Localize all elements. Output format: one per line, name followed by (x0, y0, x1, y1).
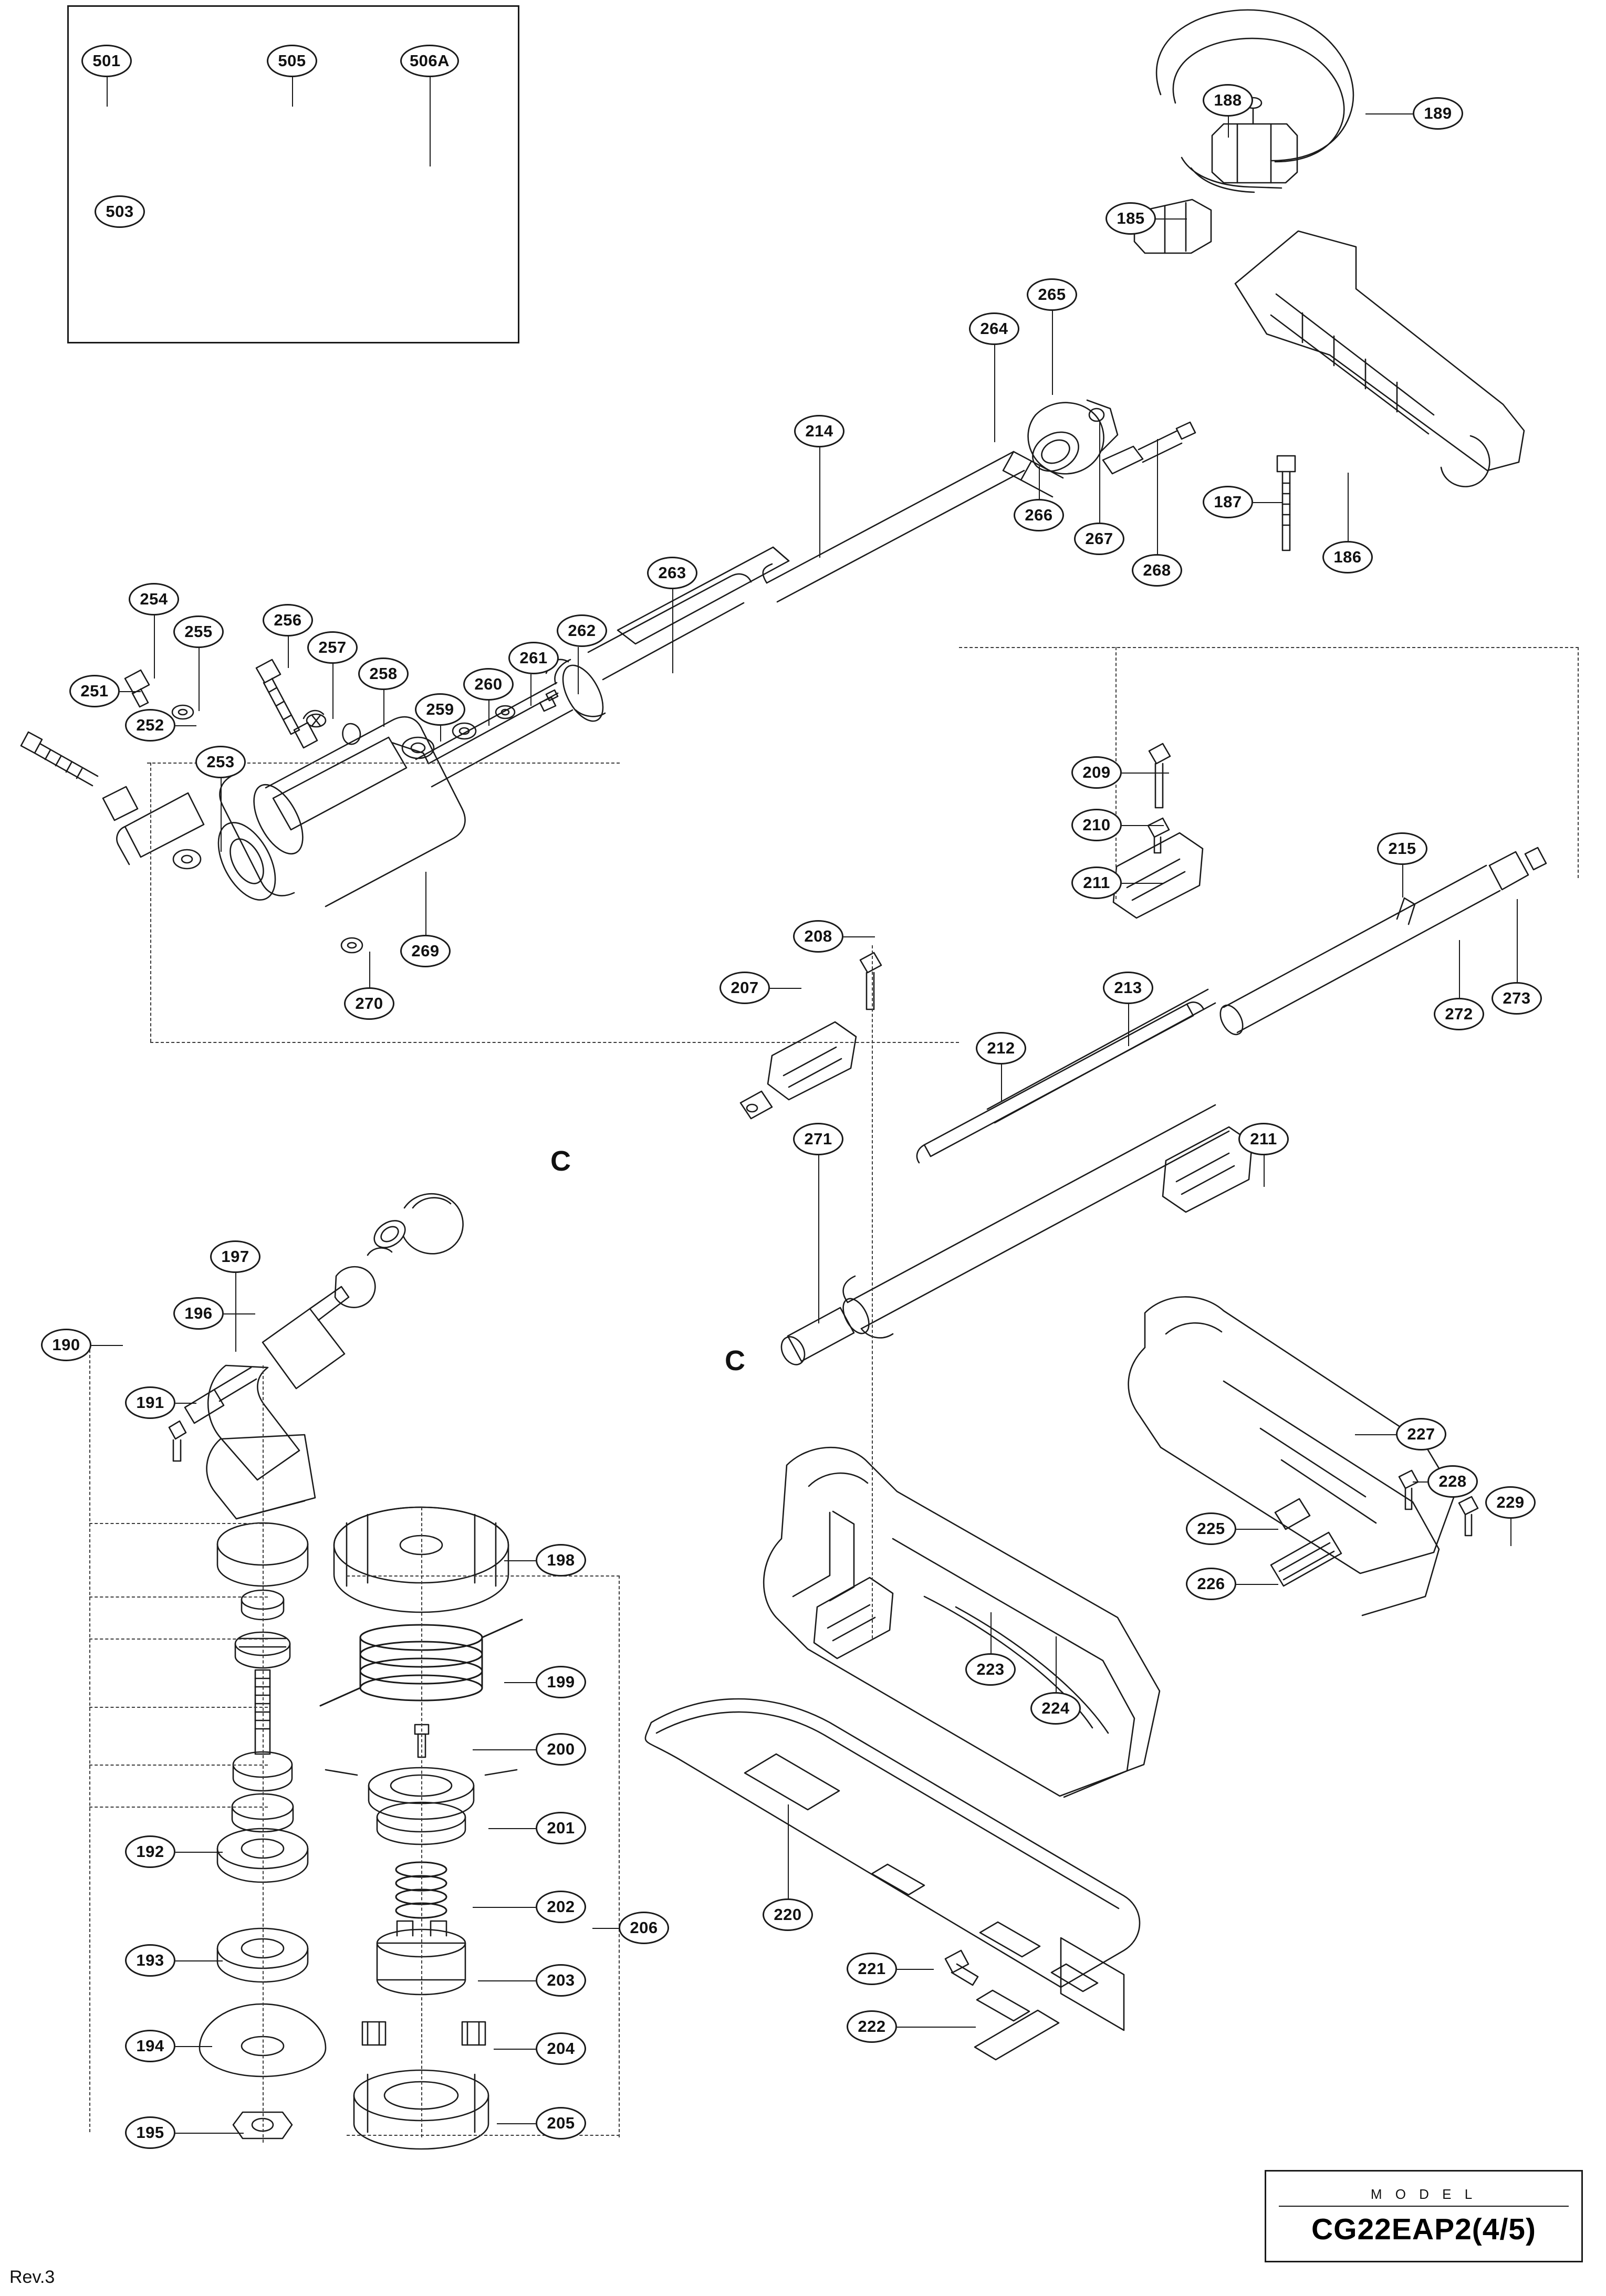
callout-272[interactable]: 272 (1434, 998, 1484, 1030)
callout-188[interactable]: 188 (1203, 84, 1253, 117)
leader-272 (1459, 940, 1460, 998)
callout-269[interactable]: 269 (400, 935, 451, 967)
model-box (1265, 2170, 1583, 2262)
callout-263[interactable]: 263 (647, 557, 697, 589)
callout-265[interactable]: 265 (1027, 278, 1077, 311)
callout-505[interactable]: 505 (267, 45, 317, 77)
leader-215 (1402, 865, 1403, 897)
leader-262 (578, 647, 579, 694)
callout-223[interactable]: 223 (965, 1653, 1016, 1686)
leader-196 (224, 1313, 255, 1314)
callout-264[interactable]: 264 (969, 312, 1019, 345)
leader-221 (897, 1969, 934, 1970)
axis-head-h4 (89, 1707, 268, 1708)
leader-186 (1348, 473, 1349, 541)
callout-186[interactable]: 186 (1322, 541, 1373, 573)
leader-193 (175, 1960, 223, 1961)
leader-209 (1122, 773, 1169, 774)
callout-257[interactable]: 257 (307, 631, 358, 664)
callout-197[interactable]: 197 (210, 1240, 260, 1273)
callout-202[interactable]: 202 (536, 1891, 586, 1923)
leader-261 (530, 674, 531, 706)
axis-head-h6 (89, 1807, 268, 1808)
leader-266 (1039, 466, 1040, 499)
leader-187 (1253, 502, 1282, 503)
leader-220 (788, 1804, 789, 1898)
callout-187[interactable]: 187 (1203, 486, 1253, 518)
callout-213[interactable]: 213 (1103, 972, 1153, 1004)
leader-254 (154, 615, 155, 679)
callout-199[interactable]: 199 (536, 1666, 586, 1698)
callout-251[interactable]: 251 (69, 675, 120, 707)
axis-left-frame (150, 763, 151, 1042)
axis-head-h3 (89, 1638, 268, 1640)
leader-206 (592, 1928, 619, 1929)
leader-191 (175, 1403, 196, 1404)
callout-190[interactable]: 190 (41, 1329, 91, 1361)
leader-253 (221, 778, 222, 852)
leader-257 (332, 664, 333, 719)
leader-506a (430, 77, 431, 166)
callout-229[interactable]: 229 (1485, 1486, 1536, 1519)
callout-226[interactable]: 226 (1186, 1568, 1236, 1600)
leader-200 (473, 1749, 536, 1750)
callout-189[interactable]: 189 (1413, 97, 1463, 130)
axis-206-top (347, 1575, 620, 1577)
callout-228[interactable]: 228 (1427, 1465, 1478, 1498)
axis-upper-right (959, 647, 1579, 648)
leader-195 (175, 2133, 244, 2134)
leader-251 (120, 691, 141, 692)
callout-201[interactable]: 201 (536, 1812, 586, 1844)
leader-270 (369, 952, 370, 987)
callout-212[interactable]: 212 (976, 1032, 1026, 1064)
leader-264 (994, 345, 995, 442)
callout-214[interactable]: 214 (794, 415, 844, 447)
leader-256 (288, 636, 289, 668)
leader-210 (1122, 825, 1164, 826)
leader-213 (1128, 1004, 1129, 1046)
leader-260 (488, 701, 489, 726)
leader-211b (1264, 1155, 1265, 1187)
callout-191[interactable]: 191 (125, 1386, 175, 1419)
callout-221[interactable]: 221 (847, 1953, 897, 1985)
leader-267 (1099, 420, 1100, 523)
callout-220[interactable]: 220 (763, 1898, 813, 1931)
leader-190 (91, 1345, 123, 1346)
callout-270[interactable]: 270 (344, 987, 394, 1020)
leader-252 (175, 725, 196, 726)
section-letter-c-bottom: C (725, 1345, 745, 1376)
leader-271 (818, 1155, 819, 1323)
callout-207[interactable]: 207 (719, 972, 770, 1004)
leader-259 (440, 726, 441, 742)
callout-208[interactable]: 208 (793, 920, 843, 953)
leader-255 (199, 648, 200, 711)
callout-256[interactable]: 256 (263, 604, 313, 636)
callout-222[interactable]: 222 (847, 2010, 897, 2043)
leader-224 (1056, 1636, 1057, 1692)
leader-505 (292, 77, 293, 107)
callout-203[interactable]: 203 (536, 1964, 586, 1997)
leader-229 (1510, 1519, 1511, 1546)
callout-266[interactable]: 266 (1014, 499, 1064, 531)
leader-194 (175, 2046, 212, 2047)
leader-211 (1122, 883, 1164, 884)
axis-head-h5 (89, 1765, 268, 1766)
leader-212 (1001, 1064, 1002, 1101)
leader-501 (107, 77, 108, 107)
callout-211[interactable]: 211 (1071, 867, 1122, 899)
leader-273 (1517, 899, 1518, 982)
leader-265 (1052, 311, 1053, 395)
leader-222 (897, 2027, 976, 2028)
callout-261[interactable]: 261 (508, 642, 559, 674)
callout-252[interactable]: 252 (125, 709, 175, 742)
axis-206-bottom (347, 2135, 620, 2136)
callout-268[interactable]: 268 (1132, 554, 1182, 587)
callout-259[interactable]: 259 (415, 693, 465, 726)
callout-254[interactable]: 254 (129, 583, 179, 615)
callout-193[interactable]: 193 (125, 1944, 175, 1977)
leader-185 (1155, 218, 1187, 220)
leader-192 (175, 1852, 223, 1853)
leader-199 (504, 1682, 536, 1683)
leader-202 (473, 1907, 536, 1908)
leader-188 (1228, 117, 1229, 138)
leader-268 (1157, 439, 1158, 554)
callout-205[interactable]: 205 (536, 2107, 586, 2140)
callout-255[interactable]: 255 (173, 615, 224, 648)
model-value: CG22EAP2(4/5) (1311, 2212, 1536, 2246)
callout-206[interactable]: 206 (619, 1912, 669, 1944)
axis-right-edge (1578, 647, 1579, 878)
axis-guard (872, 945, 873, 1638)
callout-501[interactable]: 501 (81, 45, 132, 77)
leader-258 (383, 690, 384, 727)
leader-223 (990, 1612, 992, 1653)
axis-head-h1 (89, 1523, 268, 1524)
axis-spool (421, 1507, 422, 2137)
callout-262[interactable]: 262 (557, 614, 607, 647)
leader-263 (672, 589, 673, 673)
callout-194[interactable]: 194 (125, 2030, 175, 2062)
callout-224[interactable]: 224 (1030, 1692, 1081, 1725)
callout-503[interactable]: 503 (95, 195, 145, 228)
leader-269 (425, 872, 426, 935)
leader-207 (770, 988, 801, 989)
callout-209[interactable]: 209 (1071, 756, 1122, 789)
callout-195[interactable]: 195 (125, 2116, 175, 2149)
revision-label: Rev.3 (9, 2267, 55, 2287)
callout-267[interactable]: 267 (1074, 523, 1124, 555)
callout-198[interactable]: 198 (536, 1544, 586, 1577)
callout-260[interactable]: 260 (463, 668, 514, 701)
leader-226 (1236, 1584, 1278, 1585)
model-divider (1279, 2206, 1569, 2207)
callout-258[interactable]: 258 (358, 658, 409, 690)
leader-208 (843, 936, 875, 937)
callout-192[interactable]: 192 (125, 1835, 175, 1868)
callout-185[interactable]: 185 (1106, 202, 1156, 235)
leader-205 (497, 2123, 536, 2124)
callout-271[interactable]: 271 (793, 1123, 843, 1155)
leader-204 (494, 2049, 536, 2050)
callout-227[interactable]: 227 (1396, 1418, 1446, 1450)
callout-196[interactable]: 196 (173, 1297, 224, 1330)
callout-210[interactable]: 210 (1071, 809, 1122, 841)
callout-225[interactable]: 225 (1186, 1512, 1236, 1545)
leader-214 (819, 447, 820, 558)
axis-head (263, 1365, 264, 2143)
leader-198 (504, 1560, 536, 1561)
section-letter-c-top: C (550, 1145, 571, 1177)
callout-273[interactable]: 273 (1492, 982, 1542, 1015)
leader-228 (1413, 1481, 1427, 1483)
callout-204[interactable]: 204 (536, 2032, 586, 2065)
callout-211-lower[interactable]: 211 (1238, 1123, 1289, 1155)
leader-189 (1365, 113, 1413, 114)
leader-197 (235, 1273, 236, 1352)
axis-assembly-206 (619, 1575, 620, 2137)
axis-lower-frame (150, 1042, 959, 1043)
callout-200[interactable]: 200 (536, 1733, 586, 1766)
leader-225 (1236, 1529, 1278, 1530)
callout-215[interactable]: 215 (1377, 832, 1427, 865)
leader-203 (478, 1980, 536, 1981)
axis-head-bracket (89, 1344, 90, 2132)
callout-506a[interactable]: 506A (400, 45, 459, 77)
model-label: M O D E L (1370, 2186, 1477, 2202)
leader-201 (488, 1828, 536, 1829)
callout-253[interactable]: 253 (195, 746, 246, 778)
axis-head-h2 (89, 1596, 268, 1598)
leader-227 (1355, 1434, 1396, 1435)
